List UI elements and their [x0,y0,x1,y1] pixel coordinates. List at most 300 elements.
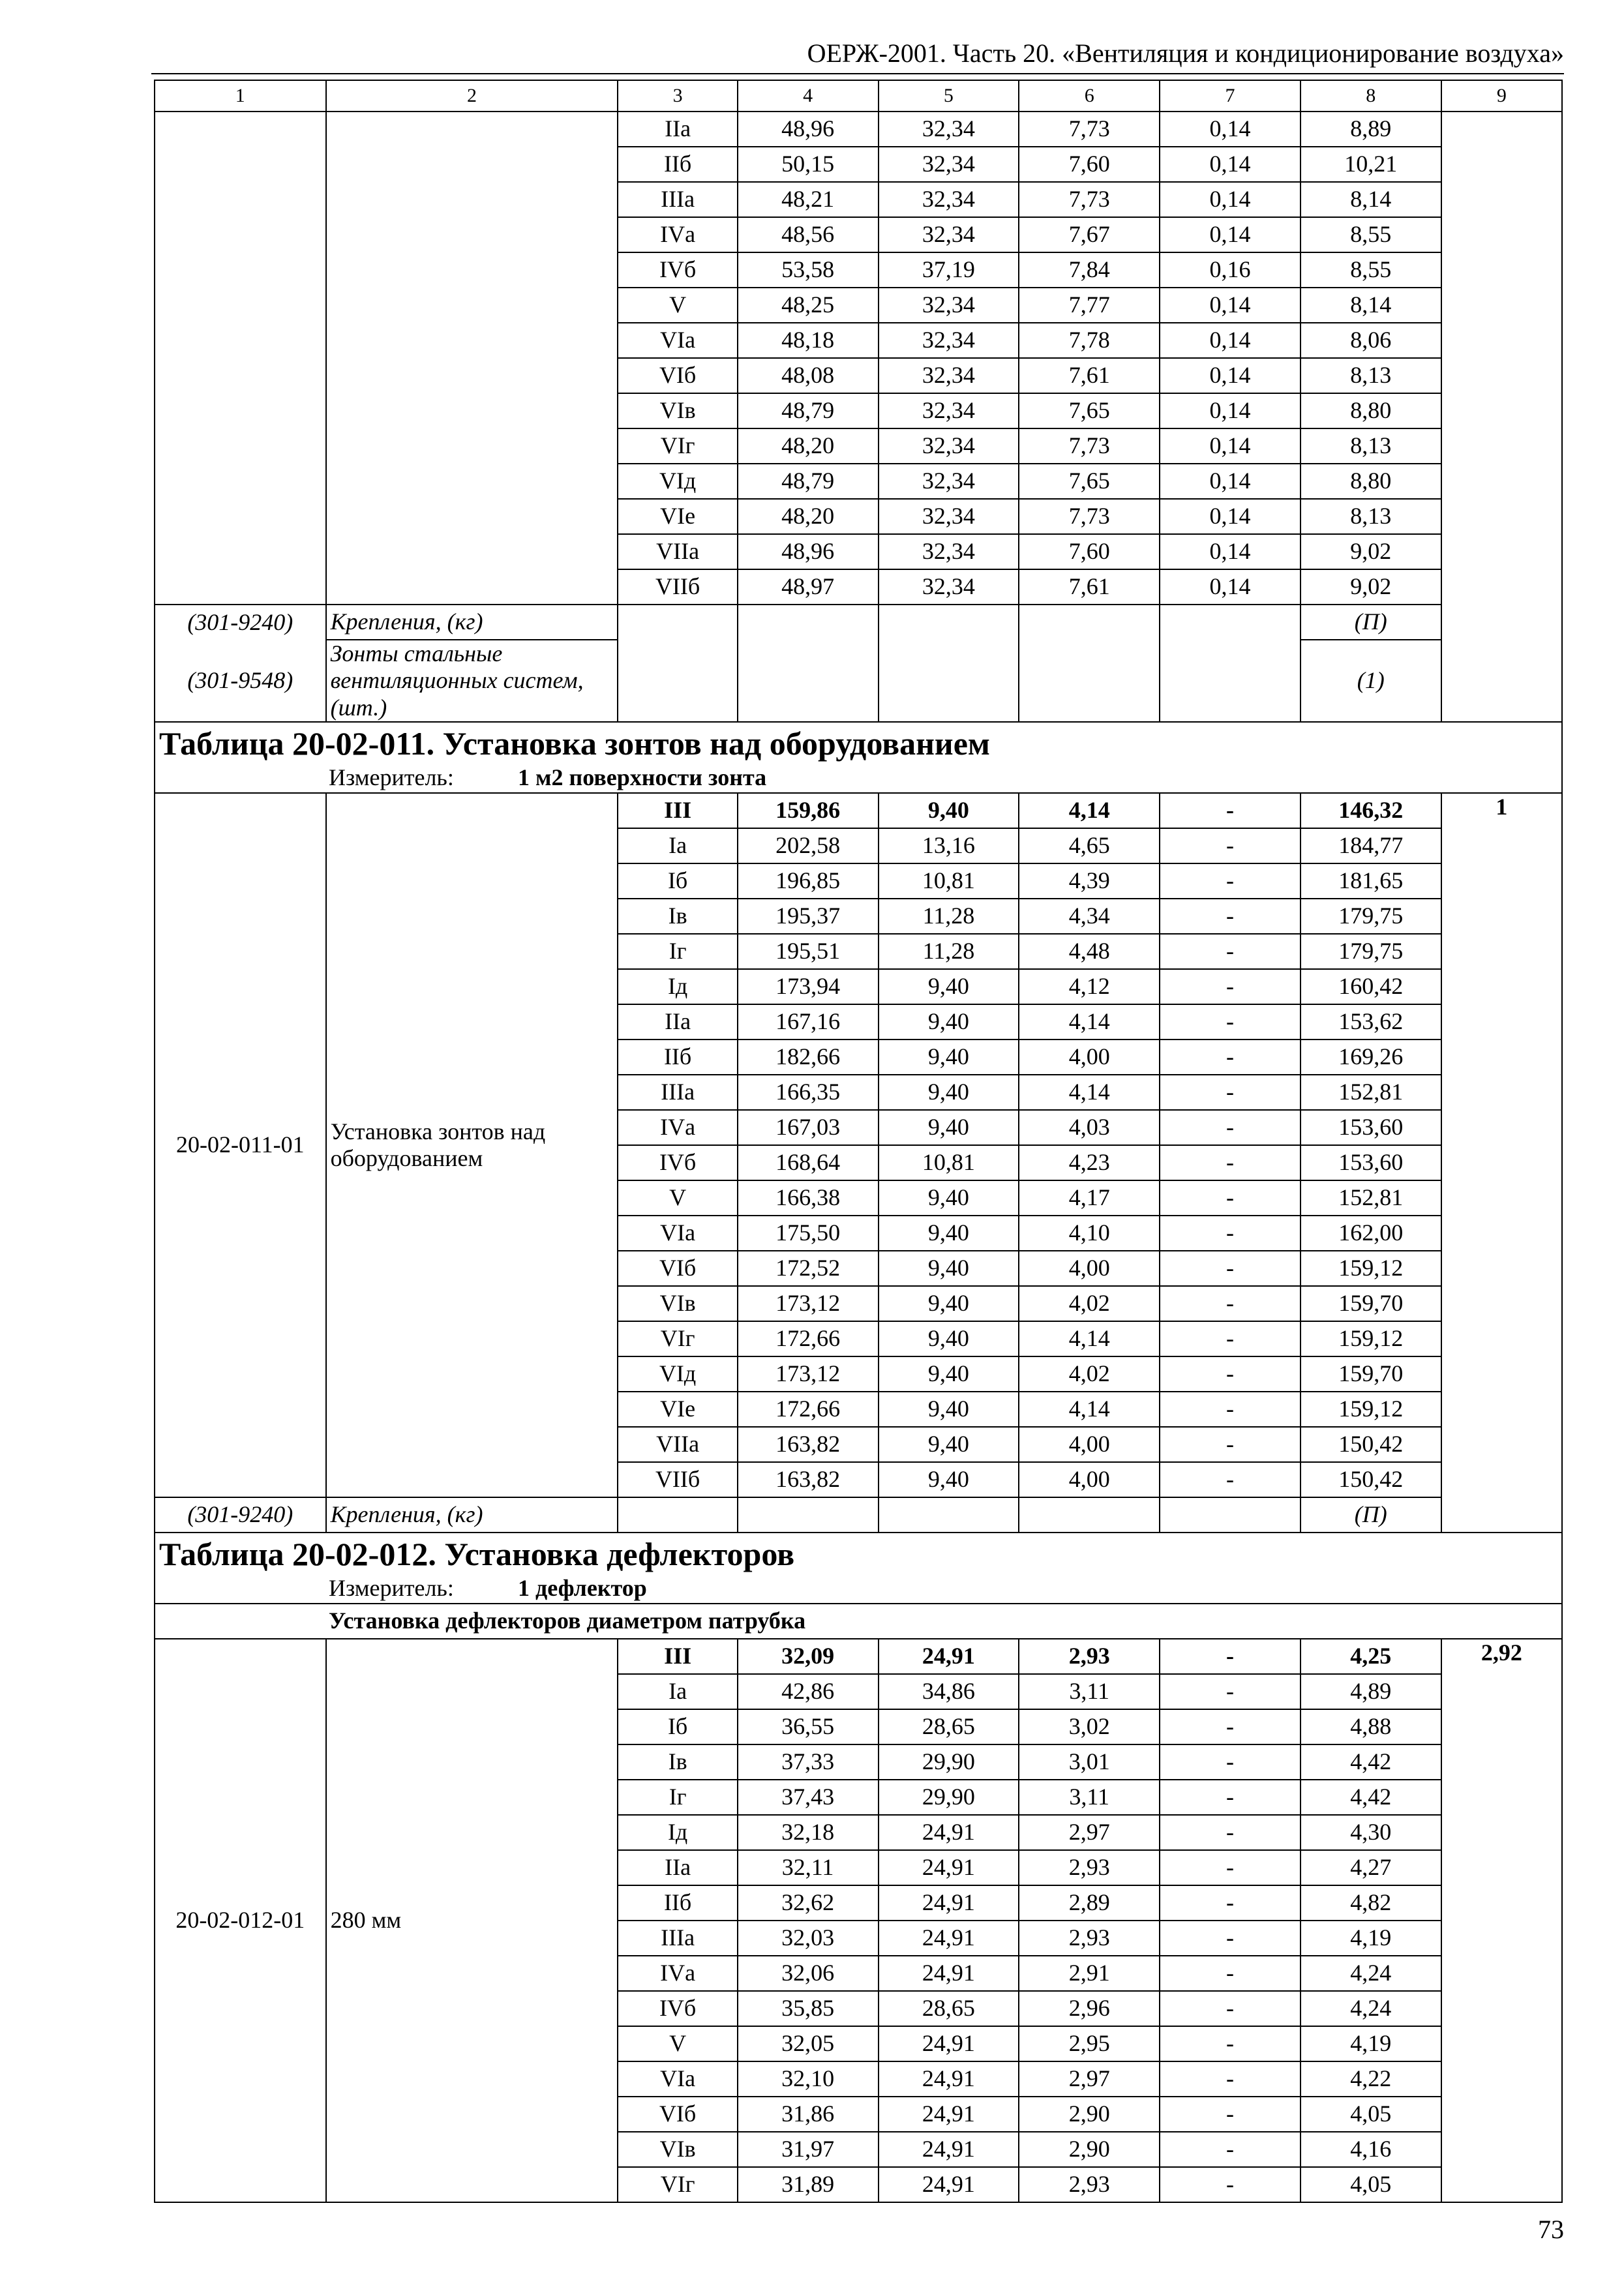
direct-cost-cell: 36,55 [738,1709,879,1744]
driver-wage-cell: 0,14 [1160,534,1301,569]
driver-wage-cell: - [1160,1850,1301,1885]
rates-table [154,80,1563,2203]
direct-cost-cell: 166,38 [738,1180,879,1216]
machine-cost-cell: 3,01 [1019,1744,1160,1780]
price-zone-cell: VIе [618,499,737,534]
direct-cost-cell: 35,85 [738,1991,879,2026]
driver-wage-cell: - [1160,1392,1301,1427]
direct-cost-cell: 163,82 [738,1427,879,1462]
machine-cost-cell: 4,34 [1019,899,1160,934]
driver-wage-cell: - [1160,2167,1301,2202]
page-number: 73 [1538,2215,1564,2244]
machine-cost-cell: 4,48 [1019,934,1160,969]
driver-wage-cell: 0,14 [1160,217,1301,252]
machine-cost-cell: 7,61 [1019,358,1160,393]
driver-wage-cell: - [1160,1075,1301,1110]
materials-cost-cell: 150,42 [1301,1462,1441,1497]
labor-cost-cell: 9,40 [879,1040,1019,1075]
driver-wage-cell: - [1160,1991,1301,2026]
materials-cost-cell: 4,42 [1301,1744,1441,1780]
materials-cost-cell: 8,06 [1301,323,1441,358]
labor-cost-cell: 9,40 [879,1462,1019,1497]
materials-cost-cell: 9,02 [1301,534,1441,569]
column-number: 8 [1301,80,1441,112]
materials-cost-cell: 8,89 [1301,112,1441,147]
materials-cost-cell: 8,80 [1301,464,1441,499]
labor-cost-cell: 32,34 [879,182,1019,217]
direct-cost-cell: 196,85 [738,863,879,899]
driver-wage-cell: - [1160,1815,1301,1850]
machine-cost-cell: 4,17 [1019,1180,1160,1216]
price-zone-cell: Iд [618,969,737,1004]
price-zone-cell: Iг [618,1780,737,1815]
price-zone-cell: Iа [618,828,737,863]
materials-cost-cell: 162,00 [1301,1216,1441,1251]
direct-cost-cell: 31,86 [738,2097,879,2132]
machine-cost-cell: 7,73 [1019,499,1160,534]
labor-cost-cell: 32,34 [879,569,1019,605]
machine-cost-cell: 2,97 [1019,2061,1160,2097]
column-number-row [155,80,1562,112]
direct-cost-cell: 32,03 [738,1921,879,1956]
labor-cost-cell: 24,91 [879,2097,1019,2132]
driver-wage-cell: - [1160,899,1301,934]
direct-cost-cell: 172,66 [738,1321,879,1356]
machine-cost-cell: 4,39 [1019,863,1160,899]
materials-cost-cell: 4,25 [1301,1639,1441,1674]
direct-cost-cell: 195,37 [738,899,879,934]
materials-cost-cell: 8,13 [1301,428,1441,464]
price-zone-cell: IIа [618,1850,737,1885]
labor-cost-cell: 9,40 [879,969,1019,1004]
table-title: Таблица 20-02-011. Установка зонтов над оборудованием [159,725,990,762]
price-zone-cell: VIа [618,2061,737,2097]
empty-cell [618,605,737,640]
machine-cost-cell: 4,00 [1019,1251,1160,1286]
driver-wage-cell: - [1160,1921,1301,1956]
materials-cost-cell: 4,30 [1301,1815,1441,1850]
column-number: 9 [1441,80,1562,112]
driver-wage-cell: - [1160,1639,1301,1674]
labor-cost-cell: 9,40 [879,1180,1019,1216]
direct-cost-cell: 168,64 [738,1145,879,1180]
labor-cost-cell: 28,65 [879,1709,1019,1744]
direct-cost-cell: 48,96 [738,112,879,147]
table-title-cell [155,1533,1562,1604]
labor-cost-cell: 37,19 [879,252,1019,288]
materials-cost-cell: 8,13 [1301,358,1441,393]
machine-cost-cell: 3,11 [1019,1780,1160,1815]
driver-wage-cell: - [1160,1709,1301,1744]
materials-cost-cell: 8,55 [1301,217,1441,252]
driver-wage-cell: - [1160,1885,1301,1921]
direct-cost-cell: 32,06 [738,1956,879,1991]
machine-cost-cell: 2,89 [1019,1885,1160,1921]
direct-cost-cell: 32,62 [738,1885,879,1921]
material-value: (П) [1301,1497,1441,1533]
direct-cost-cell: 32,18 [738,1815,879,1850]
meter-row [159,1574,1557,1603]
machine-cost-cell: 3,11 [1019,1674,1160,1709]
material-value: (1) [1301,640,1441,722]
price-zone-cell: V [618,2026,737,2061]
price-zone-cell: IIIа [618,1075,737,1110]
materials-cost-cell: 152,81 [1301,1180,1441,1216]
empty-cell [1160,1497,1301,1533]
driver-wage-cell: - [1160,2061,1301,2097]
driver-wage-cell: - [1160,1356,1301,1392]
direct-cost-cell: 32,10 [738,2061,879,2097]
machine-cost-cell: 2,93 [1019,2167,1160,2202]
price-zone-cell: V [618,1180,737,1216]
materials-cost-cell: 4,27 [1301,1850,1441,1885]
driver-wage-cell: - [1160,828,1301,863]
machine-cost-cell: 4,00 [1019,1427,1160,1462]
machine-cost-cell: 7,73 [1019,112,1160,147]
machine-cost-cell: 7,60 [1019,534,1160,569]
materials-cost-cell: 8,13 [1301,499,1441,534]
price-zone-cell: IVа [618,1110,737,1145]
price-zone-cell: IVа [618,217,737,252]
material-value: (П) [1301,605,1441,640]
machine-cost-cell: 7,65 [1019,393,1160,428]
labor-cost-cell: 9,40 [879,1251,1019,1286]
table-title-cell [155,722,1562,793]
driver-wage-cell: - [1160,1251,1301,1286]
direct-cost-cell: 37,33 [738,1744,879,1780]
labor-cost-cell: 32,34 [879,288,1019,323]
price-zone-cell: VIIа [618,534,737,569]
materials-cost-cell: 4,42 [1301,1780,1441,1815]
table-title-row [155,1533,1562,1604]
price-zone-cell: Iг [618,934,737,969]
machine-cost-cell: 4,14 [1019,1392,1160,1427]
materials-cost-cell: 153,60 [1301,1110,1441,1145]
price-zone-cell: IVа [618,1956,737,1991]
labor-cost-cell: 32,34 [879,147,1019,182]
direct-cost-cell: 48,25 [738,288,879,323]
materials-cost-cell: 159,70 [1301,1286,1441,1321]
machine-cost-cell: 4,14 [1019,1075,1160,1110]
price-zone-cell: VIв [618,2132,737,2167]
rate-row [155,112,1562,147]
price-zone-cell: IIIа [618,1921,737,1956]
group-title-cell [155,1604,1562,1639]
materials-cost-cell: 4,16 [1301,2132,1441,2167]
rate-code: 20-02-011-01 [155,793,326,1497]
materials-cost-cell: 10,21 [1301,147,1441,182]
empty-cell [618,1497,737,1533]
meter-label: Измеритель: [329,1574,454,1601]
col9-cell: 1 [1441,793,1562,1533]
labor-cost-cell: 24,91 [879,1956,1019,1991]
price-zone-cell: IVб [618,252,737,288]
direct-cost-cell: 48,20 [738,428,879,464]
labor-cost-cell: 32,34 [879,112,1019,147]
price-zone-cell: VIа [618,1216,737,1251]
machine-cost-cell: 7,78 [1019,323,1160,358]
materials-cost-cell: 160,42 [1301,969,1441,1004]
materials-cost-cell: 159,70 [1301,1356,1441,1392]
column-number: 2 [326,80,618,112]
direct-cost-cell: 166,35 [738,1075,879,1110]
empty-cell [1160,605,1301,640]
labor-cost-cell: 9,40 [879,1427,1019,1462]
empty-cell [1019,605,1160,640]
machine-cost-cell: 2,96 [1019,1991,1160,2026]
labor-cost-cell: 9,40 [879,793,1019,828]
materials-cost-cell: 9,02 [1301,569,1441,605]
labor-cost-cell: 13,16 [879,828,1019,863]
direct-cost-cell: 32,11 [738,1850,879,1885]
machine-cost-cell: 4,10 [1019,1216,1160,1251]
direct-cost-cell: 31,97 [738,2132,879,2167]
direct-cost-cell: 163,82 [738,1462,879,1497]
labor-cost-cell: 29,90 [879,1744,1019,1780]
machine-cost-cell: 2,95 [1019,2026,1160,2061]
price-zone-cell: VIIб [618,569,737,605]
rate-code: 20-02-012-01 [155,1639,326,2202]
labor-cost-cell: 11,28 [879,899,1019,934]
labor-cost-cell: 24,91 [879,1850,1019,1885]
material-code: (301-9240) [155,605,326,640]
price-zone-cell: III [618,1639,737,1674]
price-zone-cell: VIб [618,2097,737,2132]
direct-cost-cell: 172,52 [738,1251,879,1286]
materials-cost-cell: 4,05 [1301,2097,1441,2132]
driver-wage-cell: 0,14 [1160,323,1301,358]
direct-cost-cell: 42,86 [738,1674,879,1709]
materials-cost-cell: 8,80 [1301,393,1441,428]
column-number: 5 [879,80,1019,112]
driver-wage-cell: - [1160,1462,1301,1497]
price-zone-cell: Iд [618,1815,737,1850]
material-code: (301-9548) [155,640,326,722]
meter-row [159,763,1557,792]
driver-wage-cell: - [1160,1180,1301,1216]
direct-cost-cell: 50,15 [738,147,879,182]
price-zone-cell: Iв [618,1744,737,1780]
empty-cell [738,640,879,722]
direct-cost-cell: 202,58 [738,828,879,863]
materials-cost-cell: 159,12 [1301,1321,1441,1356]
driver-wage-cell: 0,14 [1160,112,1301,147]
materials-cost-cell: 4,24 [1301,1956,1441,1991]
labor-cost-cell: 32,34 [879,323,1019,358]
labor-cost-cell: 24,91 [879,1885,1019,1921]
material-name: Крепления, (кг) [326,1497,618,1533]
meter-value: 1 дефлектор [518,1574,647,1601]
driver-wage-cell: 0,14 [1160,393,1301,428]
direct-cost-cell: 173,12 [738,1286,879,1321]
direct-cost-cell: 173,12 [738,1356,879,1392]
price-zone-cell: IIа [618,1004,737,1040]
direct-cost-cell: 167,03 [738,1110,879,1145]
machine-cost-cell: 7,65 [1019,464,1160,499]
labor-cost-cell: 10,81 [879,863,1019,899]
header-rule [151,73,1564,74]
driver-wage-cell: - [1160,1145,1301,1180]
labor-cost-cell: 24,91 [879,1639,1019,1674]
empty-cell [879,605,1019,640]
material-row [155,1497,1562,1533]
machine-cost-cell: 2,93 [1019,1850,1160,1885]
driver-wage-cell: - [1160,1780,1301,1815]
price-zone-cell: Iв [618,899,737,934]
materials-cost-cell: 150,42 [1301,1427,1441,1462]
direct-cost-cell: 48,97 [738,569,879,605]
machine-cost-cell: 2,91 [1019,1956,1160,1991]
machine-cost-cell: 4,14 [1019,1004,1160,1040]
machine-cost-cell: 4,14 [1019,793,1160,828]
direct-cost-cell: 173,94 [738,969,879,1004]
column-number: 3 [618,80,737,112]
direct-cost-cell: 32,05 [738,2026,879,2061]
driver-wage-cell: - [1160,1744,1301,1780]
name-cell [326,112,618,605]
machine-cost-cell: 4,02 [1019,1286,1160,1321]
labor-cost-cell: 9,40 [879,1356,1019,1392]
price-zone-cell: IVб [618,1991,737,2026]
machine-cost-cell: 4,12 [1019,969,1160,1004]
material-name: Зонты стальные вентиляционных систем, (шт.) [326,640,618,722]
labor-cost-cell: 32,34 [879,464,1019,499]
driver-wage-cell: - [1160,1321,1301,1356]
machine-cost-cell: 2,93 [1019,1921,1160,1956]
driver-wage-cell: 0,14 [1160,147,1301,182]
driver-wage-cell: - [1160,2132,1301,2167]
machine-cost-cell: 4,23 [1019,1145,1160,1180]
driver-wage-cell: - [1160,934,1301,969]
machine-cost-cell: 4,00 [1019,1462,1160,1497]
machine-cost-cell: 4,03 [1019,1110,1160,1145]
price-zone-cell: IIб [618,1040,737,1075]
machine-cost-cell: 2,97 [1019,1815,1160,1850]
page-header-title: ОЕРЖ-2001. Часть 20. «Вентиляция и кондиционирование воздуха» [807,38,1564,68]
direct-cost-cell: 48,21 [738,182,879,217]
labor-cost-cell: 24,91 [879,2026,1019,2061]
driver-wage-cell: - [1160,2026,1301,2061]
price-zone-cell: IIа [618,112,737,147]
direct-cost-cell: 48,08 [738,358,879,393]
price-zone-cell: VIв [618,393,737,428]
group-title-row [155,1604,1562,1639]
materials-cost-cell: 179,75 [1301,899,1441,934]
direct-cost-cell: 48,56 [738,217,879,252]
materials-cost-cell: 159,12 [1301,1392,1441,1427]
meter-value: 1 м2 поверхности зонта [518,764,767,790]
driver-wage-cell: - [1160,2097,1301,2132]
material-row [155,605,1562,640]
machine-cost-cell: 4,00 [1019,1040,1160,1075]
meter-label: Измеритель: [329,764,454,790]
direct-cost-cell: 48,79 [738,464,879,499]
machine-cost-cell: 3,02 [1019,1709,1160,1744]
machine-cost-cell: 4,14 [1019,1321,1160,1356]
materials-cost-cell: 8,14 [1301,288,1441,323]
driver-wage-cell: - [1160,793,1301,828]
code-cell [155,112,326,605]
empty-cell [1019,1497,1160,1533]
direct-cost-cell: 31,89 [738,2167,879,2202]
table-title-row [155,722,1562,793]
empty-cell [879,1497,1019,1533]
price-zone-cell: Iб [618,1709,737,1744]
materials-cost-cell: 146,32 [1301,793,1441,828]
direct-cost-cell: 53,58 [738,252,879,288]
rate-name: Установка зонтов над оборудованием [326,793,618,1497]
machine-cost-cell: 2,90 [1019,2097,1160,2132]
price-zone-cell: IIб [618,1885,737,1921]
labor-cost-cell: 9,40 [879,1075,1019,1110]
column-number: 1 [155,80,326,112]
driver-wage-cell: 0,14 [1160,569,1301,605]
price-zone-cell: IIIа [618,182,737,217]
machine-cost-cell: 7,67 [1019,217,1160,252]
labor-cost-cell: 32,34 [879,358,1019,393]
labor-cost-cell: 24,91 [879,1815,1019,1850]
machine-cost-cell: 2,93 [1019,1639,1160,1674]
direct-cost-cell: 172,66 [738,1392,879,1427]
column-number: 4 [738,80,879,112]
driver-wage-cell: - [1160,1674,1301,1709]
col9-cell [1441,112,1562,722]
price-zone-cell: VIг [618,2167,737,2202]
rate-row [155,1639,1562,1674]
price-zone-cell: VIб [618,358,737,393]
group-title: Установка дефлекторов диаметром патрубка [329,1608,806,1634]
driver-wage-cell: - [1160,1956,1301,1991]
labor-cost-cell: 32,34 [879,499,1019,534]
machine-cost-cell: 4,65 [1019,828,1160,863]
direct-cost-cell: 159,86 [738,793,879,828]
labor-cost-cell: 24,91 [879,2061,1019,2097]
driver-wage-cell: 0,14 [1160,428,1301,464]
material-name: Крепления, (кг) [326,605,618,640]
labor-cost-cell: 9,40 [879,1004,1019,1040]
driver-wage-cell: - [1160,1216,1301,1251]
direct-cost-cell: 32,09 [738,1639,879,1674]
direct-cost-cell: 175,50 [738,1216,879,1251]
materials-cost-cell: 153,60 [1301,1145,1441,1180]
labor-cost-cell: 24,91 [879,2132,1019,2167]
direct-cost-cell: 37,43 [738,1780,879,1815]
labor-cost-cell: 34,86 [879,1674,1019,1709]
rate-row [155,793,1562,828]
direct-cost-cell: 48,79 [738,393,879,428]
price-zone-cell: VIв [618,1286,737,1321]
machine-cost-cell: 7,73 [1019,182,1160,217]
driver-wage-cell: - [1160,863,1301,899]
materials-cost-cell: 4,88 [1301,1709,1441,1744]
labor-cost-cell: 9,40 [879,1216,1019,1251]
materials-cost-cell: 152,81 [1301,1075,1441,1110]
labor-cost-cell: 9,40 [879,1110,1019,1145]
labor-cost-cell: 32,34 [879,217,1019,252]
labor-cost-cell: 28,65 [879,1991,1019,2026]
labor-cost-cell: 11,28 [879,934,1019,969]
col9-cell: 2,92 [1441,1639,1562,2202]
table-title: Таблица 20-02-012. Установка дефлекторов [159,1536,795,1573]
driver-wage-cell: 0,16 [1160,252,1301,288]
driver-wage-cell: - [1160,1286,1301,1321]
materials-cost-cell: 4,05 [1301,2167,1441,2202]
machine-cost-cell: 7,77 [1019,288,1160,323]
materials-cost-cell: 4,22 [1301,2061,1441,2097]
machine-cost-cell: 7,60 [1019,147,1160,182]
empty-cell [738,1497,879,1533]
materials-cost-cell: 4,89 [1301,1674,1441,1709]
